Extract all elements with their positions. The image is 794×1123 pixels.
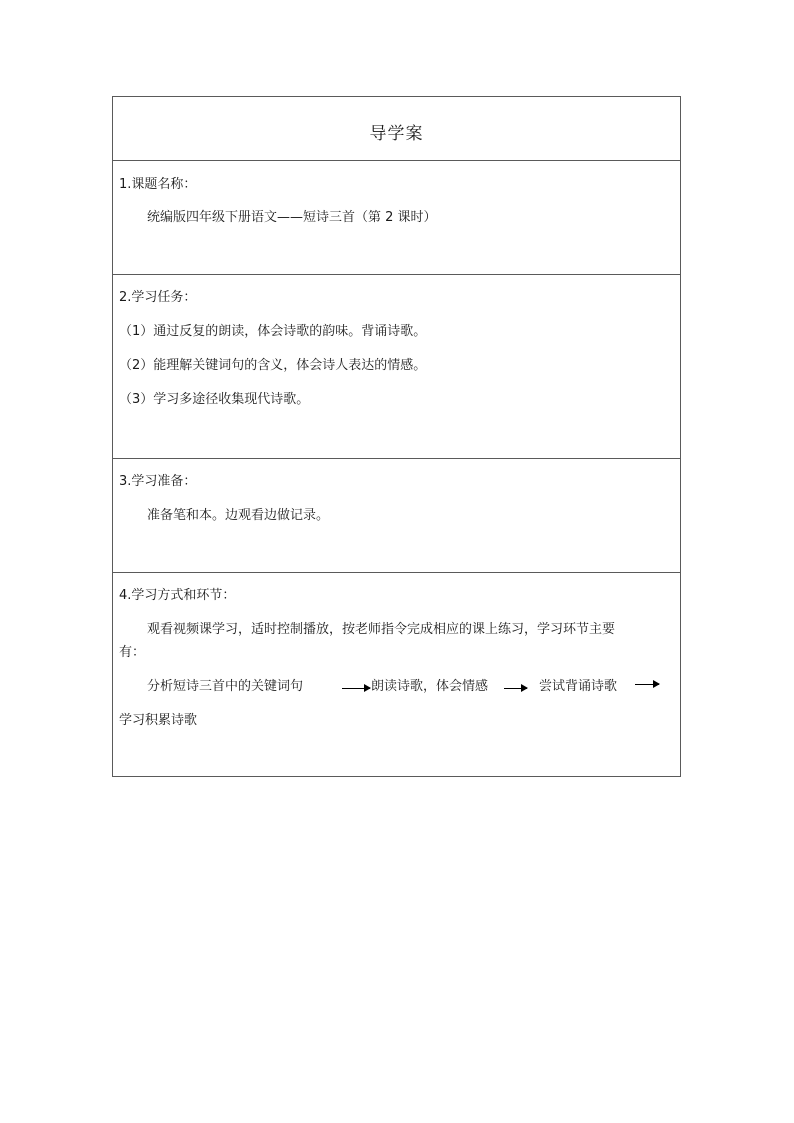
learning-method-intro-cont: 有：: [119, 645, 146, 660]
right-arrow-icon: [504, 688, 527, 689]
preparation-section: [113, 458, 680, 572]
learning-method-section: [113, 572, 680, 776]
lesson-plan-table: [112, 96, 681, 777]
flow-step: 尝试背诵诗歌: [539, 679, 618, 694]
flow-step: 朗读诗歌，体会情感: [371, 679, 489, 694]
task-item: （3）学习多途径收集现代诗歌。: [119, 392, 310, 407]
task-item: （2）能理解关键词句的含义，体会诗人表达的情感。: [119, 358, 427, 373]
flow-step: 分析短诗三首中的关键词句: [147, 679, 304, 694]
course-name-heading: 1.课题名称：: [119, 177, 197, 192]
course-name-section: [113, 160, 680, 274]
learning-method-intro: 观看视频课学习，适时控制播放，按老师指令完成相应的课上练习，学习环节主要: [147, 622, 616, 637]
learning-tasks-section: [113, 274, 680, 458]
flow-step: 学习积累诗歌: [119, 713, 198, 728]
right-arrow-icon: [635, 684, 659, 685]
learning-method-heading: 4.学习方式和环节：: [119, 588, 236, 603]
task-item: （1）通过反复的朗读，体会诗歌的韵味。背诵诗歌。: [119, 324, 427, 339]
preparation-heading: 3.学习准备：: [119, 474, 197, 489]
title-row: [113, 97, 680, 160]
right-arrow-icon: [342, 688, 370, 689]
page-title: 导学案: [369, 124, 424, 144]
preparation-content: 准备笔和本。边观看边做记录。: [147, 508, 330, 523]
course-name-content: 统编版四年级下册语文——短诗三首（第 2 课时）: [147, 210, 437, 225]
learning-tasks-heading: 2.学习任务：: [119, 290, 197, 305]
